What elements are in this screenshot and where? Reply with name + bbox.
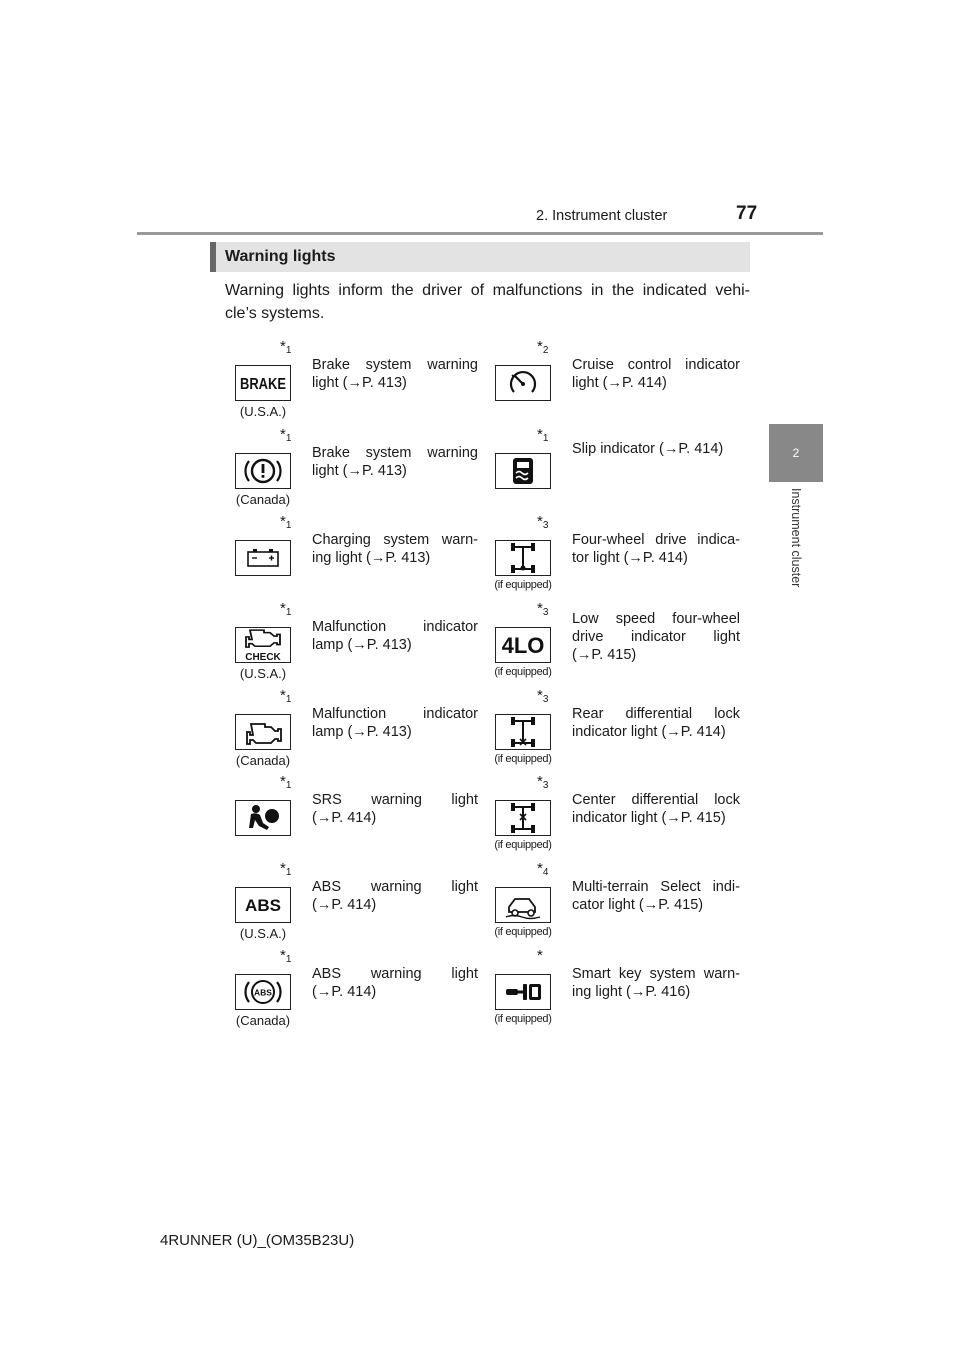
right-center-diff-lock-footnote-marker: $*_3$ <box>537 773 549 791</box>
running-header-section: 2. Instrument cluster <box>536 208 668 224</box>
right-smart-key-description: Smart key system warn- ing light (→P. 416) <box>572 966 740 1000</box>
left-brake-text-variant-note: (U.S.A.) <box>239 404 287 419</box>
right-cruise-control-description: Cruise control indicator light (→P. 414) <box>572 357 740 391</box>
left-brake-exclamation-variant-note: (Canada) <box>235 492 291 507</box>
slip-indicator-icon <box>495 453 551 489</box>
page-number: 77 <box>736 203 758 224</box>
left-brake-exclamation-description: Brake system warning light (→P. 413) <box>312 445 478 479</box>
cruise-control-icon <box>495 365 551 401</box>
svg-text:ABS: ABS <box>245 896 281 915</box>
center-diff-lock-icon <box>495 800 551 836</box>
left-engine-description: Malfunction indicator lamp (→P. 413) <box>312 706 478 740</box>
left-brake-text-footnote-marker: $*_1$ <box>280 338 292 356</box>
right-multi-terrain-variant-note: (if equipped) <box>494 926 552 938</box>
left-check-engine-variant-note: (U.S.A.) <box>239 666 287 681</box>
left-engine-variant-note: (Canada) <box>235 753 291 768</box>
left-battery-description: Charging system warn- ing light (→P. 413) <box>312 532 478 566</box>
left-abs-circle-variant-note: (Canada) <box>235 1013 291 1028</box>
left-srs-airbag-description: SRS warning light (→P. 414) <box>312 792 478 826</box>
left-srs-airbag-footnote-marker: $*_1$ <box>280 773 292 791</box>
section-heading-bar <box>210 242 216 272</box>
brake-text-icon <box>235 365 291 401</box>
right-rear-diff-lock-variant-note: (if equipped) <box>494 753 552 765</box>
4lo-icon <box>495 627 551 663</box>
right-smart-key-footnote-marker: * <box>537 947 543 964</box>
right-smart-key-variant-note: (if equipped) <box>494 1013 552 1025</box>
svg-text:BRAKE: BRAKE <box>240 376 287 393</box>
right-4lo-variant-note: (if equipped) <box>494 666 552 678</box>
check-engine-icon <box>235 627 291 663</box>
battery-icon <box>235 540 291 576</box>
left-check-engine-description: Malfunction indicator lamp (→P. 413) <box>312 619 478 653</box>
right-4lo-footnote-marker: $*_3$ <box>537 600 549 618</box>
left-brake-exclamation-footnote-marker: $*_1$ <box>280 426 292 444</box>
left-check-engine-footnote-marker: $*_1$ <box>280 600 292 618</box>
right-rear-diff-lock-description: Rear differential lock indicator light (→P. 414) <box>572 706 740 740</box>
right-multi-terrain-footnote-marker: $*_4$ <box>537 860 549 878</box>
svg-text:CHECK: CHECK <box>245 652 281 663</box>
chapter-tab: 2 <box>769 424 823 482</box>
four-wheel-drive-icon <box>495 540 551 576</box>
left-engine-footnote-marker: $*_1$ <box>280 687 292 705</box>
left-abs-circle-description: ABS warning light (→P. 414) <box>312 966 478 1000</box>
section-heading-text: Warning lights <box>225 248 336 265</box>
right-four-wheel-drive-description: Four-wheel drive indica- tor light (→P. 414) <box>572 532 740 566</box>
right-slip-indicator-footnote-marker: $*_1$ <box>537 426 549 444</box>
smart-key-icon <box>495 974 551 1010</box>
left-abs-circle-footnote-marker: $*_1$ <box>280 947 292 965</box>
left-brake-text-description: Brake system warning light (→P. 413) <box>312 357 478 391</box>
right-rear-diff-lock-footnote-marker: $*_3$ <box>537 687 549 705</box>
left-abs-text-footnote-marker: $*_1$ <box>280 860 292 878</box>
header-rule <box>137 232 823 235</box>
abs-text-icon <box>235 887 291 923</box>
left-abs-text-variant-note: (U.S.A.) <box>239 926 287 941</box>
right-four-wheel-drive-footnote-marker: $*_3$ <box>537 513 549 531</box>
brake-exclamation-icon <box>235 453 291 489</box>
right-center-diff-lock-description: Center differential lock indicator light (→P. 415) <box>572 792 740 826</box>
abs-circle-icon <box>235 974 291 1010</box>
footer-model-code: 4RUNNER (U)_(OM35B23U) <box>160 1232 355 1249</box>
chapter-tab-label: Instrument cluster <box>789 488 803 588</box>
right-four-wheel-drive-variant-note: (if equipped) <box>494 579 552 591</box>
left-battery-footnote-marker: $*_1$ <box>280 513 292 531</box>
right-cruise-control-footnote-marker: $*_2$ <box>537 338 549 356</box>
left-abs-text-description: ABS warning light (→P. 414) <box>312 879 478 913</box>
intro-paragraph: Warning lights inform the driver of malfunctions in the indicated vehi- cle’s systems. <box>225 282 750 322</box>
svg-text:4LO: 4LO <box>501 633 545 658</box>
srs-airbag-icon <box>235 800 291 836</box>
multi-terrain-icon <box>495 887 551 923</box>
rear-diff-lock-icon <box>495 714 551 750</box>
right-4lo-description: Low speed four-wheel drive indicator light (→P. 415) <box>572 611 740 663</box>
section-heading <box>210 242 750 272</box>
svg-text:ABS: ABS <box>254 987 272 998</box>
right-multi-terrain-description: Multi-terrain Select indi- cator light (→P. 415) <box>572 879 740 913</box>
right-center-diff-lock-variant-note: (if equipped) <box>494 839 552 851</box>
engine-icon <box>235 714 291 750</box>
right-slip-indicator-description: Slip indicator (→P. 414) <box>572 441 724 457</box>
